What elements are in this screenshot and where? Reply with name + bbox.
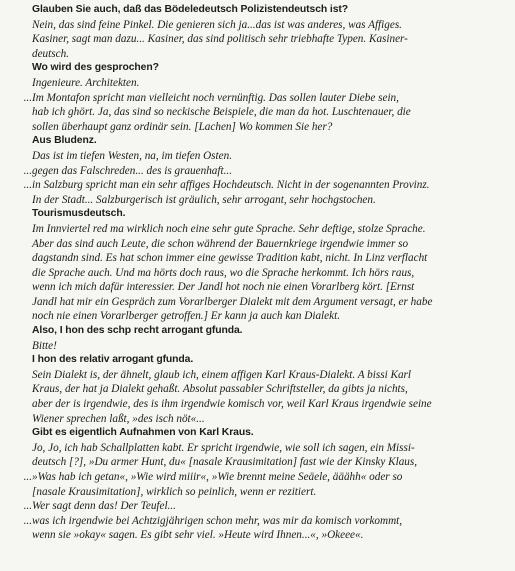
text-line: sollen überhaupt ganz ordinär sein. [Lachen] Wo kommen Sie her?	[32, 120, 333, 133]
text-line: Im Montafon spricht man vielleicht noch vernünftig. Das sollen lauter Diebe sein,	[32, 91, 399, 104]
text-line: Glauben Sie auch, daß das Bödeledeutsch Polizistendeutsch ist?	[32, 4, 348, 15]
text-line: Im Innviertel red ma wirklich noch eine sehr gute Sprache. Sehr deftige, stolze Sprache.	[32, 222, 426, 235]
text-line: wenn ich mich dafür interessier. Der Jandl hot noch nie einen Vorarlberg kört. [Ernst	[32, 281, 415, 294]
text-line: Ingenieure. Architekten.	[32, 76, 140, 89]
text-line: [nasale Krausimitation], wirklich so peinlich, wenn er rezitiert.	[32, 485, 317, 498]
interview-answer	[23, 499, 505, 514]
ellipsis-lead: ...	[23, 164, 32, 177]
text-line: Nein, das sind feine Pinkel. Die genieren sich ja...das ist was anderes, was Affiges.	[32, 18, 402, 31]
text-line: die Sprache auch. Und ma hörts doch raus, wo die Sprache herkommt. Ich hörs raus,	[32, 266, 415, 279]
text-line: was ich irgendwie bei Achtzigjährigen schon mehr, was mir da komisch vorkommt,	[32, 514, 403, 527]
interview-question	[32, 61, 505, 76]
interview-answer	[23, 164, 505, 179]
text-line: dagstandn sind. Es hat schon immer eine gewisse Tradition kabt, nicht. In Linz verflacht	[32, 252, 428, 265]
text-line: »Was hab ich getan«, »Wie wird miiir«, »Wie brennt meine Seäele, ääähh« oder so	[32, 471, 403, 483]
text-line: deutsch.	[32, 47, 69, 60]
text-line: I hon des relativ arrogant gfunda.	[32, 354, 194, 366]
text-line: Das ist im tiefen Westen, na, im tiefen Osten.	[32, 149, 233, 162]
interview-question	[32, 324, 505, 339]
interview-question	[32, 207, 505, 222]
interview-answer	[32, 18, 505, 62]
text-line: wenn sie »okay« sagen. Es gibt sehr viel. »Heute wird Ihnen...«, »Okeee«.	[32, 529, 364, 542]
ellipsis-lead: ...	[23, 471, 32, 483]
interview-answer	[32, 339, 505, 354]
text-line: Aus Bludenz.	[32, 135, 97, 147]
interview-question	[32, 3, 505, 18]
interview-question	[32, 134, 505, 149]
interview-answer	[23, 470, 505, 499]
interview-answer	[32, 368, 505, 426]
text-line: Kraus, der hat ja Dialekt gehaßt. Absolut passabler Schriftsteller, da gibts ja nichts,	[32, 383, 408, 396]
text-line: gegen das Falschreden... des is grauenhaft...	[32, 164, 232, 177]
text-line: Also, I hon des schp recht arrogant gfunda.	[32, 325, 243, 337]
text-line: Gibt es eigentlich Aufnahmen von Karl Kraus.	[32, 427, 254, 439]
text-line: Tourismusdeutsch.	[32, 208, 126, 220]
text-line: deutsch [?], »Du armer Hunt, du« [nasale Krausimitation] fast wie der Kinsky Klaus,	[32, 456, 418, 469]
text-line: aber der is irgendwie, des is ihm irgendwie komisch vor, weil Karl Kraus irgendwie seine	[32, 398, 432, 411]
interview-answer	[32, 222, 505, 324]
text-line: noch nie einen Vorarlberger getroffen.] Er kann ja auch kan Dialekt.	[32, 310, 341, 323]
ellipsis-lead: ...	[23, 179, 32, 192]
interview-answer	[23, 514, 505, 543]
interview-answer	[32, 441, 505, 470]
text-line: Wer sagt denn das! Der Teufel...	[32, 500, 176, 513]
interview-question	[32, 353, 505, 368]
interview-answer	[32, 76, 505, 91]
text-line: in Salzburg spricht man ein sehr affiges Hochdeutsch. Nicht in der sogenannten Provinz.	[32, 179, 430, 192]
text-line: In der Stadt... Salzburgerisch ist gräulich, sehr arrogant, sehr hochgstochen.	[32, 193, 376, 206]
interview-answer	[23, 91, 505, 135]
ellipsis-lead: ...	[23, 514, 32, 527]
text-line: Wiener sprechen laßt, »des isch nöt«...	[32, 412, 205, 425]
text-line: Jo, Jo, ich hab Schallplatten kabt. Er spricht irgendwie, wie soll ich sagen, ein Missi-	[32, 441, 415, 454]
ellipsis-lead: ...	[23, 500, 32, 513]
text-line: Aber das sind auch Leute, die schon während der Bauernkriege irgendwie immer so	[32, 237, 409, 250]
text-line: Jandl hat mir ein Gespräch zum Vorarlberger Dialekt mit dem Argument versagt, er habe	[32, 295, 433, 308]
text-line: hab ich ghört. Ja, das sind so neckische Beispiele, die man da hot. Luschtenauer, die	[32, 106, 411, 119]
interview-answer	[23, 178, 505, 207]
text-line: Wo wird des gesprochen?	[32, 62, 159, 74]
text-line: Sein Dialekt is, der ähnelt, glaub ich, einem affigen Karl Kraus-Dialekt. A bissi Karl	[32, 368, 412, 381]
interview-answer	[32, 149, 505, 164]
text-line: Bitte!	[32, 339, 57, 352]
text-line: Kasiner, sagt man dazu... Kasiner, das sind politisch sehr triebhafte Typen. Kasiner-	[32, 33, 408, 46]
ellipsis-lead: ...	[23, 91, 32, 104]
interview-question	[32, 426, 505, 441]
